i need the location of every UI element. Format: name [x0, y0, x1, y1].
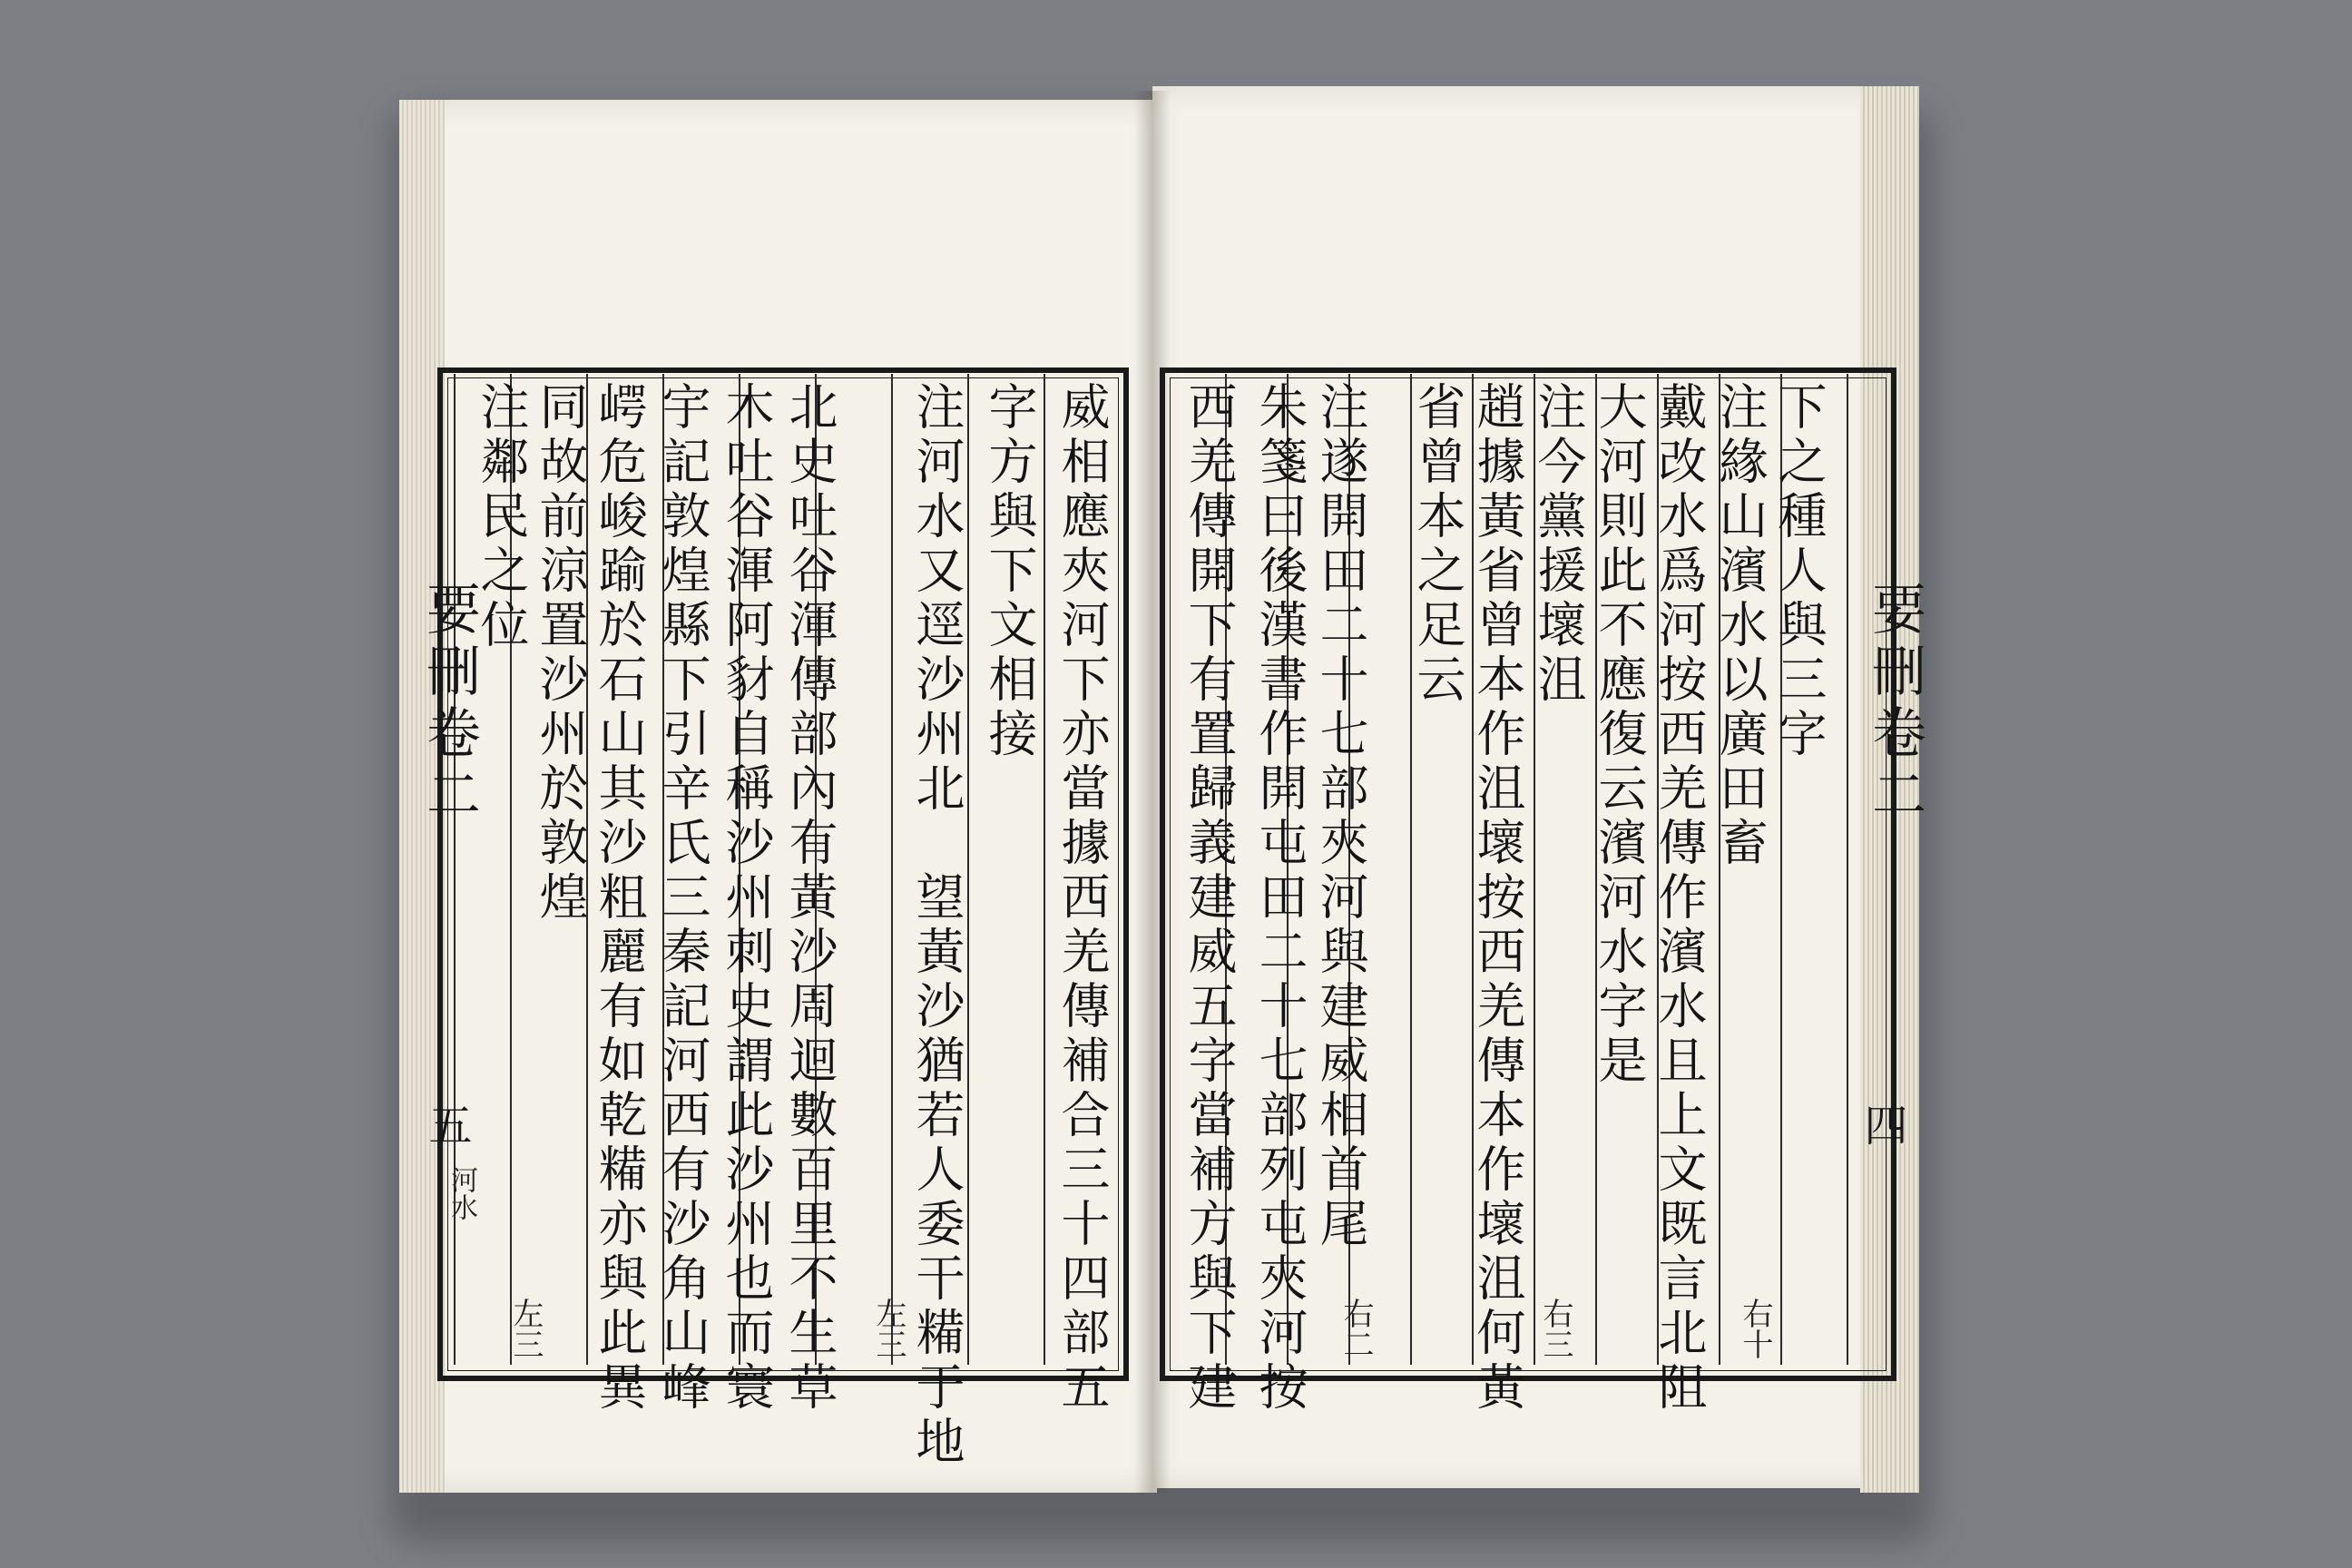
text-column: 宇記敦煌縣下引辛氏三秦記河西有沙角山峰	[654, 381, 711, 1416]
text-column: 木吐谷渾阿豺自稱沙州刺史謂此沙州也而寰	[718, 381, 775, 1416]
side-note: 左三	[507, 1298, 544, 1359]
side-note: 右三	[1537, 1298, 1573, 1359]
text-column: 西羌傳開下有置歸義建威五字當補方與下建	[1181, 381, 1238, 1416]
text-column: 戴改水爲河按西羌傳作濱水且上文既言北阻	[1651, 381, 1708, 1416]
leaf-number: 四	[1857, 1102, 1907, 1153]
text-column: 字方與下文相接	[981, 381, 1038, 762]
text-column: 注遂開田二十七部夾河與建威相首尾	[1312, 381, 1369, 1252]
column-rule	[891, 374, 893, 1365]
text-column: 注鄰民之位	[473, 381, 530, 653]
text-column: 注今黨援壞沮	[1530, 381, 1587, 708]
text-column: 朱箋曰後漢書作開屯田二十七部列屯夾河按	[1251, 381, 1308, 1416]
text-column: 注緣山濱水以廣田畜	[1711, 381, 1769, 871]
column-rule	[1044, 374, 1045, 1365]
text-column: 大河則此不應復云濱河水字是	[1591, 381, 1648, 1089]
side-note: 右二	[1338, 1298, 1374, 1359]
leaf-number: 五	[421, 1102, 472, 1153]
text-column: 注河水又逕沙州北 望黃沙猶若人委干糒于地	[908, 381, 965, 1470]
text-column: 同故前涼置沙州於敦煌	[532, 381, 589, 926]
section-label: 河水	[446, 1166, 477, 1220]
banxin-title: 要刪卷二	[1863, 581, 1926, 828]
banxin-rule	[1847, 374, 1848, 1365]
text-column: 崿危峻踰於石山其沙粗麗有如乾糒亦與此異	[591, 381, 648, 1416]
side-note: 左三	[870, 1298, 906, 1359]
text-column: 威相應夾河下亦當據西羌傳補合三十四部五	[1054, 381, 1111, 1416]
text-column: 下之種人與三字	[1770, 381, 1828, 762]
text-column: 北史吐谷渾傳部內有黃沙周迴數百里不生草	[781, 381, 838, 1416]
side-note: 右十	[1737, 1298, 1773, 1359]
column-rule	[967, 374, 969, 1365]
text-column: 省曾本之足云	[1409, 381, 1466, 708]
text-column: 趙據黃省曾本作沮壞按西羌傳本作壞沮何黃	[1469, 381, 1526, 1416]
banxin-title: 要刪卷二	[417, 581, 481, 828]
